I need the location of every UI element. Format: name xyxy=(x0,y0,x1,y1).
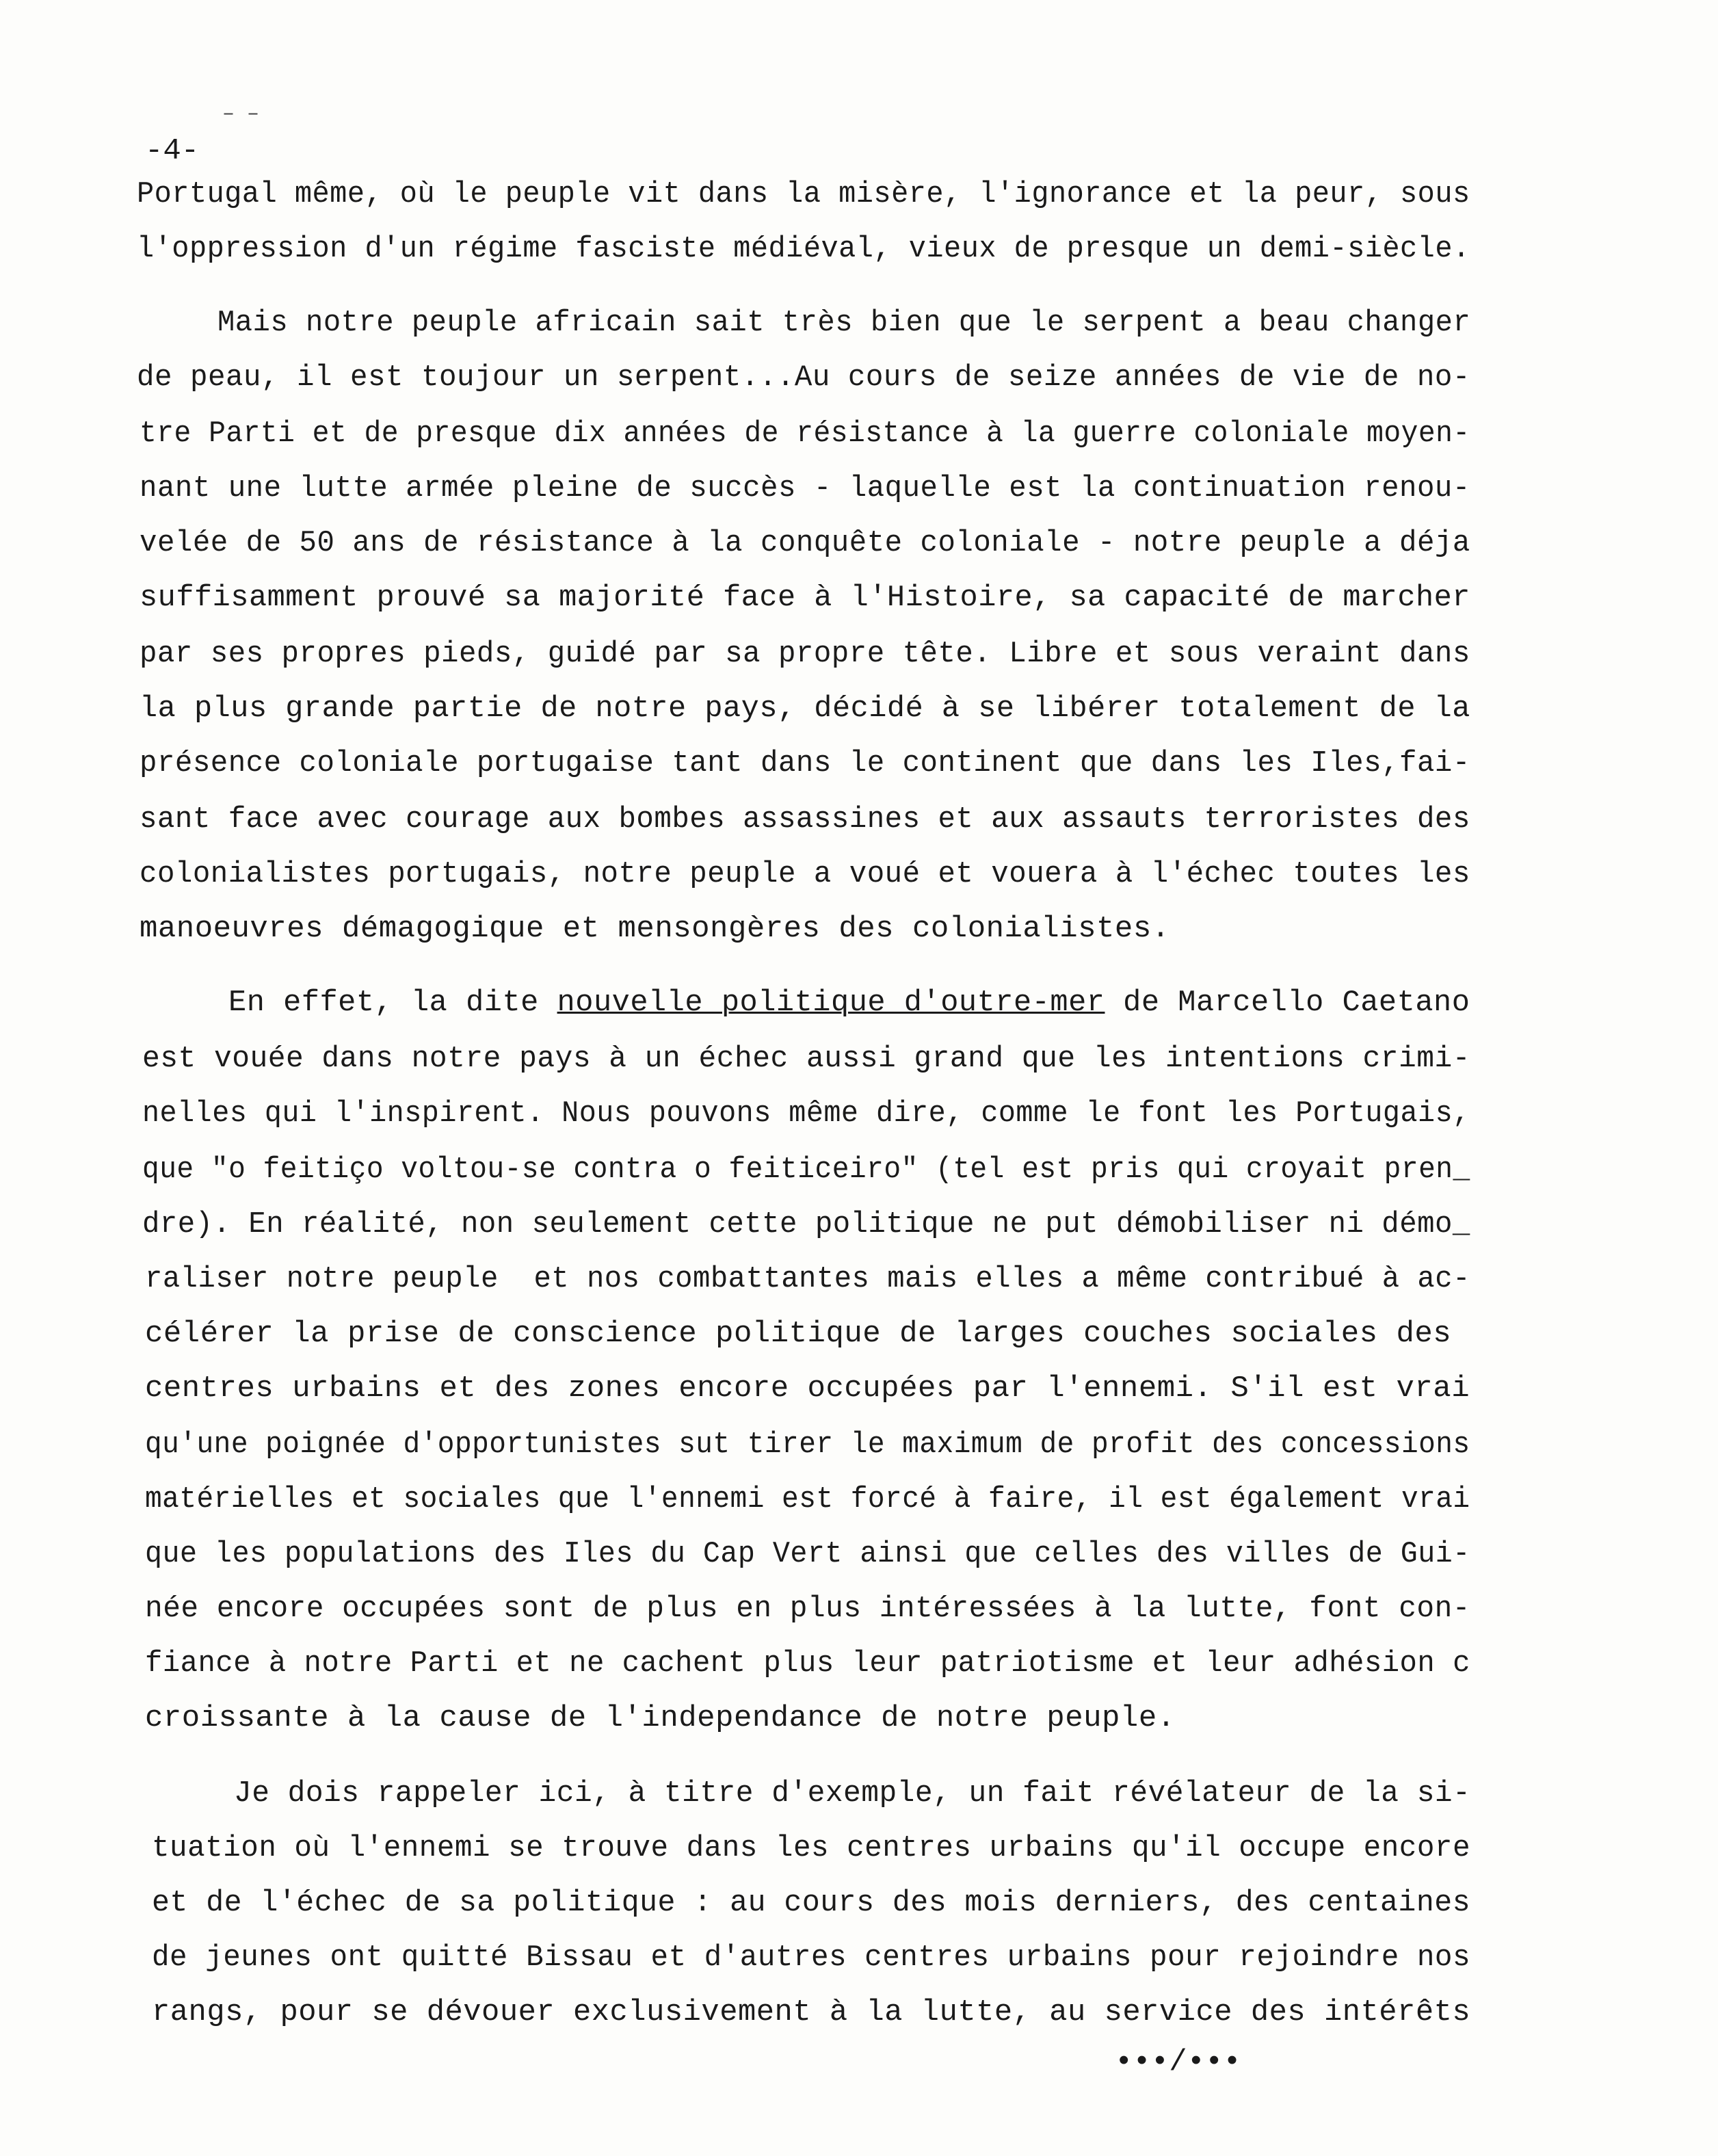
text-line: l'oppression d'un régime fasciste médiéval, vieux de presque un demi-siècle. xyxy=(137,232,1470,266)
continuation-marker: •••/••• xyxy=(1115,2045,1241,2079)
text-line: raliser notre peuple et nos combattantes mais elles a même contribué à ac- xyxy=(145,1262,1470,1296)
text-line: Mais notre peuple africain sait très bien que le serpent a beau changer xyxy=(217,306,1471,340)
text-line xyxy=(228,988,1470,1018)
text-line: nelles qui l'inspirent. Nous pouvons même dire, comme le font les Portugais, xyxy=(142,1096,1470,1131)
text-line: dre). En réalité, non seulement cette politique ne put démobiliser ni démo_ xyxy=(142,1207,1470,1241)
text-line: sant face avec courage aux bombes assassines et aux assauts terroristes des xyxy=(140,802,1470,837)
text-line: par ses propres pieds, guidé par sa propre tête. Libre et sous veraint dans xyxy=(140,637,1470,671)
text-line: célérer la prise de conscience politique de larges couches sociales des xyxy=(145,1317,1452,1351)
text-line: de peau, il est toujour un serpent...Au cours de seize années de vie de no- xyxy=(137,360,1470,395)
text-line: est vouée dans notre pays à un échec aussi grand que les intentions crimi- xyxy=(142,1042,1470,1076)
text-line: centres urbains et des zones encore occupées par l'ennemi. S'il est vrai xyxy=(145,1371,1470,1406)
text-line: Je dois rappeler ici, à titre d'exemple, un fait révélateur de la si- xyxy=(234,1776,1471,1811)
text-line: velée de 50 ans de résistance à la conquête coloniale - notre peuple a déja xyxy=(140,526,1470,560)
text-line: présence coloniale portugaise tant dans le continent que dans les Iles,fai- xyxy=(140,746,1470,780)
text-line: et de l'échec de sa politique : au cours des mois derniers, des centaines xyxy=(152,1886,1471,1920)
text-line: manoeuvres démagogique et mensongères des colonialistes. xyxy=(140,912,1170,946)
text-line: suffisamment prouvé sa majorité face à l'Histoire, sa capacité de marcher xyxy=(140,581,1470,615)
text-line: tre Parti et de presque dix années de résistance à la guerre coloniale moyen- xyxy=(140,417,1470,451)
text-line: la plus grande partie de notre pays, décidé à se libérer totalement de la xyxy=(140,692,1470,726)
page-number: -4- xyxy=(145,134,200,168)
text-segment: de Marcello Caetano xyxy=(1105,986,1470,1020)
header-marks: – – xyxy=(222,103,260,126)
text-line: que les populations des Iles du Cap Vert ainsi que celles des villes de Gui- xyxy=(145,1537,1470,1571)
text-line: nant une lutte armée pleine de succès - laquelle est la continuation renou- xyxy=(140,471,1470,505)
text-line: croissante à la cause de l'independance de notre peuple. xyxy=(145,1701,1176,1735)
text-line: matérielles et sociales que l'ennemi est forcé à faire, il est également vrai xyxy=(145,1482,1470,1516)
text-line: de jeunes ont quitté Bissau et d'autres centres urbains pour rejoindre nos xyxy=(152,1941,1471,1975)
text-line: rangs, pour se dévouer exclusivement à la lutte, au service des intérêts xyxy=(152,1995,1471,2029)
text-line: Portugal même, où le peuple vit dans la misère, l'ignorance et la peur, sous xyxy=(137,177,1470,211)
text-line: qu'une poignée d'opportunistes sut tirer le maximum de profit des concessions xyxy=(145,1428,1470,1462)
underlined-title: nouvelle politique d'outre-mer xyxy=(557,986,1105,1020)
text-segment: En effet, la dite xyxy=(228,986,557,1020)
text-line: tuation où l'ennemi se trouve dans les centres urbains qu'il occupe encore xyxy=(152,1831,1471,1865)
text-line: que "o feitiço voltou-se contra o feiticeiro" (tel est pris qui croyait pren_ xyxy=(142,1153,1470,1187)
text-line: née encore occupées sont de plus en plus intéressées à la lutte, font con- xyxy=(145,1592,1470,1626)
text-line: fiance à notre Parti et ne cachent plus leur patriotisme et leur adhésion c xyxy=(145,1646,1470,1681)
text-line: colonialistes portugais, notre peuple a voué et vouera à l'échec toutes les xyxy=(140,857,1470,891)
